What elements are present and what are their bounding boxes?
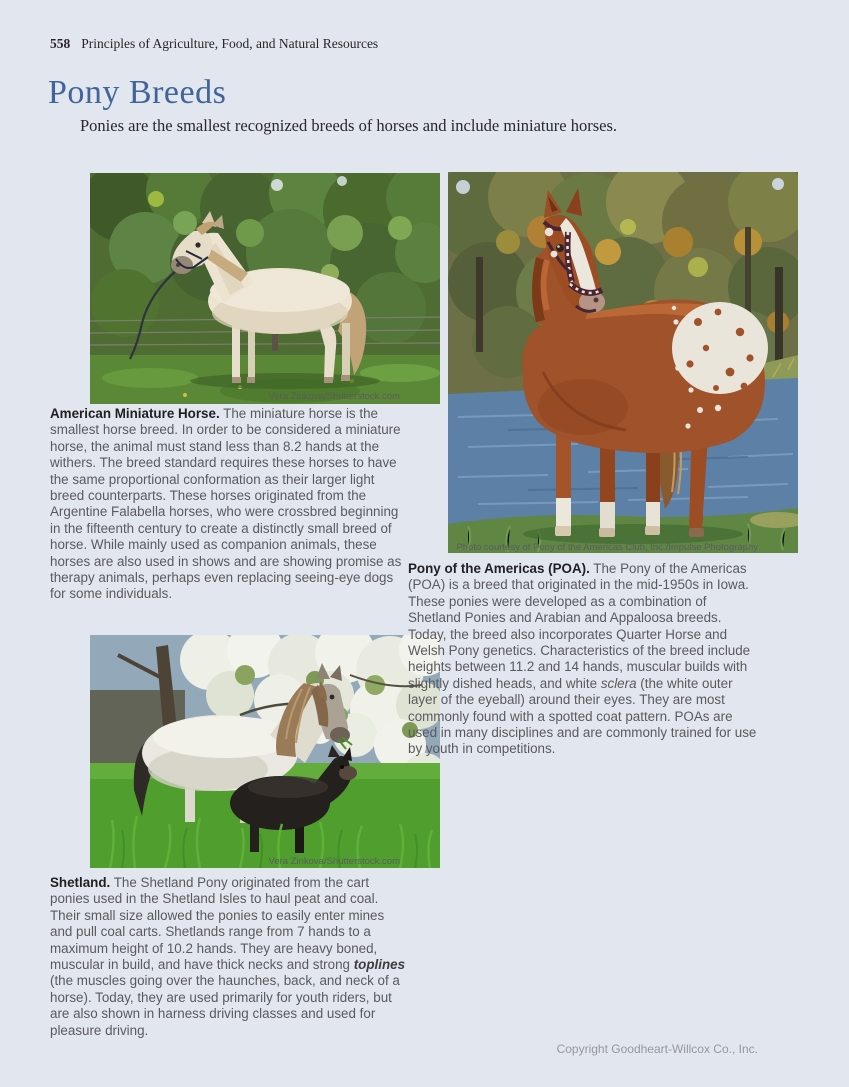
pony-of-the-americas-photo <box>448 172 798 553</box>
poa-illustration <box>448 172 798 553</box>
shetland-illustration <box>90 635 440 868</box>
paragraph-body: The miniature horse is the smallest horse breed. In order to be considered a miniature horse, the animal must stand less than 8.2 hands at the withers. The breed standard requires these horses to have the same proportional conformation as their larger light breed counterparts. These horses originated from the Argentine Falabella horses, who were crossbred beginning in the fifteenth century to create a distinctly small breed of horse. While mainly used as companion animals, these horses are also used in shows and are showing promise as therapy animals, perhaps even replacing seeing-eye dogs for some individuals. <box>50 406 402 602</box>
paragraph-body: The Pony of the Americas (POA) is a breed that originated in the mid-1950s in Iowa. These ponies were developed as a combination of Shetland Ponies and Arabian and Appaloosa breeds. Today, the breed also incorporates Quarter Horse and Welsh Pony genetics. Characteristics of the breed include heights between 11.2 and 14 hands, muscular builds with slightly dished heads, and white <box>408 561 751 691</box>
american-miniature-horse-photo <box>90 173 440 404</box>
glossary-term: toplines <box>353 957 406 973</box>
section-title: Pony Breeds <box>48 74 227 111</box>
glossary-term: sclera <box>600 675 637 691</box>
paragraph-body: (the muscles going over the haunches, back, and neck of a horse). Today, they are used primarily for youth riders, but are also shown in harness driving classes and used for pleasure driving. <box>50 973 400 1038</box>
paragraph-body: (the white outer layer of the eyeball) around their eyes. They are most commonly found with a spotted coat pattern. POAs are used in many disciplines and are commonly trained for use by youth in competitions. <box>408 675 757 757</box>
section-intro: Ponies are the smallest recognized breeds of horses and include miniature horses. <box>80 116 617 135</box>
photo-credit: Photo courtesy of Pony of the Americas Club, Inc./Impulse Photography <box>456 542 758 553</box>
paragraph-lead: American Miniature Horse. <box>50 406 220 421</box>
photo-credit: Vera Zinkova/Shutterstock.com <box>268 391 400 402</box>
paragraph-lead: Shetland. <box>50 875 111 890</box>
book-title: Principles of Agriculture, Food, and Natural Resources <box>81 36 379 51</box>
paragraph-lead: Pony of the Americas (POA). <box>408 561 590 576</box>
shetland-paragraph <box>50 875 407 1039</box>
page-number: 558 <box>50 36 71 51</box>
paragraph-body: The Shetland Pony originated from the cart ponies used in the Shetland Isles to haul peat and coal. Their small size allowed the ponies to easily enter mines and pull coal carts. Shetlands range from 7 hands to a maximum height of 10.2 hands. They are heavy boned, muscular in build, and have thick necks and strong <box>50 875 385 973</box>
copyright-notice: Copyright Goodheart-Willcox Co., Inc. <box>556 1042 758 1056</box>
running-head <box>50 36 650 52</box>
pony-of-the-americas-paragraph <box>408 561 762 758</box>
american-miniature-horse-paragraph <box>50 406 404 603</box>
shetland-pony-photo <box>90 635 440 868</box>
miniature-horse-illustration <box>90 173 440 404</box>
photo-credit: Vera Zinkova/Shutterstock.com <box>268 856 400 867</box>
